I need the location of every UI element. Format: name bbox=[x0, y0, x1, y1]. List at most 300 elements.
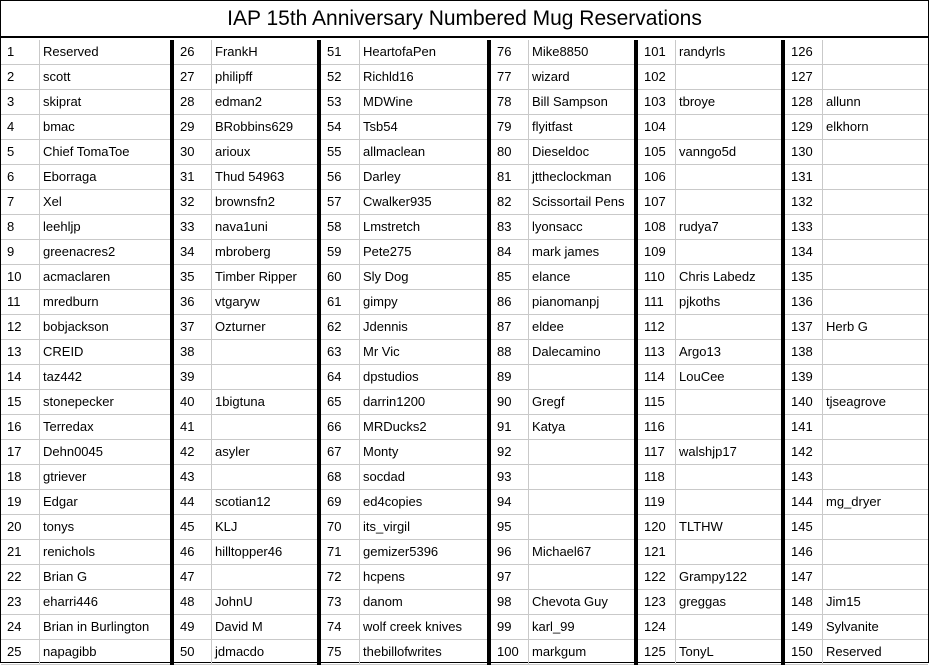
table-row bbox=[491, 90, 634, 115]
mug-number: 14 bbox=[1, 365, 40, 390]
reserver-name: Richld16 bbox=[360, 65, 487, 90]
mug-number: 76 bbox=[491, 40, 529, 65]
mug-number: 104 bbox=[638, 115, 676, 140]
table-row bbox=[174, 490, 317, 515]
table-row bbox=[1, 490, 170, 515]
reservation-column-2 bbox=[172, 40, 319, 665]
mug-number: 71 bbox=[321, 540, 360, 565]
reserver-name: gimpy bbox=[360, 290, 487, 315]
table-row bbox=[321, 590, 487, 615]
reserver-name: wizard bbox=[529, 65, 634, 90]
table-row bbox=[785, 440, 928, 465]
mug-number: 28 bbox=[174, 90, 212, 115]
mug-number: 135 bbox=[785, 265, 823, 290]
mug-number: 17 bbox=[1, 440, 40, 465]
mug-number: 116 bbox=[638, 415, 676, 440]
table-row bbox=[638, 615, 781, 640]
reserver-name: vtgaryw bbox=[212, 290, 317, 315]
reserver-name: bobjackson bbox=[40, 315, 170, 340]
table-row bbox=[785, 265, 928, 290]
reserver-name: randyrls bbox=[676, 40, 781, 65]
reserver-name: Mike8850 bbox=[529, 40, 634, 65]
table-row bbox=[321, 440, 487, 465]
mug-number: 5 bbox=[1, 140, 40, 165]
mug-number: 85 bbox=[491, 265, 529, 290]
table-row bbox=[174, 265, 317, 290]
mug-number: 138 bbox=[785, 340, 823, 365]
reserver-name: nava1uni bbox=[212, 215, 317, 240]
reserver-name: Sly Dog bbox=[360, 265, 487, 290]
reserver-name bbox=[529, 465, 634, 490]
table-row bbox=[174, 140, 317, 165]
mug-number: 130 bbox=[785, 140, 823, 165]
table-row bbox=[638, 640, 781, 665]
mug-number: 11 bbox=[1, 290, 40, 315]
reservation-column-3 bbox=[319, 40, 489, 665]
reserver-name: Brian G bbox=[40, 565, 170, 590]
table-row bbox=[638, 590, 781, 615]
reserver-name: Chief TomaToe bbox=[40, 140, 170, 165]
table-row bbox=[174, 440, 317, 465]
mug-number: 150 bbox=[785, 640, 823, 665]
reserver-name: FrankH bbox=[212, 40, 317, 65]
reserver-name: mg_dryer bbox=[823, 490, 928, 515]
table-row bbox=[321, 390, 487, 415]
table-row bbox=[321, 415, 487, 440]
mug-number: 3 bbox=[1, 90, 40, 115]
reserver-name: Timber Ripper bbox=[212, 265, 317, 290]
reserver-name bbox=[212, 340, 317, 365]
table-row bbox=[321, 140, 487, 165]
mug-number: 69 bbox=[321, 490, 360, 515]
table-row bbox=[491, 565, 634, 590]
reserver-name: Darley bbox=[360, 165, 487, 190]
mug-number: 119 bbox=[638, 490, 676, 515]
mug-number: 48 bbox=[174, 590, 212, 615]
reserver-name bbox=[212, 465, 317, 490]
mug-number: 134 bbox=[785, 240, 823, 265]
reserver-name: hcpens bbox=[360, 565, 487, 590]
table-row bbox=[1, 215, 170, 240]
mug-number: 50 bbox=[174, 640, 212, 665]
mug-number: 132 bbox=[785, 190, 823, 215]
table-row bbox=[321, 215, 487, 240]
mug-number: 29 bbox=[174, 115, 212, 140]
mug-number: 124 bbox=[638, 615, 676, 640]
reserver-name bbox=[823, 140, 928, 165]
reserver-name: Scissortail Pens bbox=[529, 190, 634, 215]
reserver-name: wolf creek knives bbox=[360, 615, 487, 640]
table-row bbox=[174, 315, 317, 340]
table-row bbox=[491, 390, 634, 415]
reserver-name: stonepecker bbox=[40, 390, 170, 415]
reserver-name bbox=[676, 240, 781, 265]
table-row bbox=[1, 440, 170, 465]
reservation-grid bbox=[1, 38, 928, 663]
table-row bbox=[1, 565, 170, 590]
table-row bbox=[1, 540, 170, 565]
table-row bbox=[638, 165, 781, 190]
table-row bbox=[1, 415, 170, 440]
reserver-name: TLTHW bbox=[676, 515, 781, 540]
reserver-name: arioux bbox=[212, 140, 317, 165]
reserver-name: pjkoths bbox=[676, 290, 781, 315]
table-row bbox=[321, 115, 487, 140]
table-row bbox=[785, 315, 928, 340]
reserver-name: Pete275 bbox=[360, 240, 487, 265]
reserver-name: BRobbins629 bbox=[212, 115, 317, 140]
table-row bbox=[638, 140, 781, 165]
mug-number: 118 bbox=[638, 465, 676, 490]
mug-number: 106 bbox=[638, 165, 676, 190]
mug-number: 4 bbox=[1, 115, 40, 140]
table-row bbox=[174, 190, 317, 215]
mug-number: 8 bbox=[1, 215, 40, 240]
reserver-name bbox=[823, 565, 928, 590]
table-row bbox=[491, 515, 634, 540]
reserver-name: KLJ bbox=[212, 515, 317, 540]
table-row bbox=[491, 315, 634, 340]
table-row bbox=[785, 90, 928, 115]
mug-number: 146 bbox=[785, 540, 823, 565]
table-row bbox=[638, 540, 781, 565]
reserver-name: Chevota Guy bbox=[529, 590, 634, 615]
mug-number: 81 bbox=[491, 165, 529, 190]
table-row bbox=[785, 490, 928, 515]
reserver-name: edman2 bbox=[212, 90, 317, 115]
mug-number: 38 bbox=[174, 340, 212, 365]
mug-number: 88 bbox=[491, 340, 529, 365]
table-row bbox=[1, 90, 170, 115]
table-row bbox=[1, 240, 170, 265]
mug-number: 97 bbox=[491, 565, 529, 590]
table-row bbox=[1, 590, 170, 615]
reserver-name bbox=[529, 515, 634, 540]
table-row bbox=[1, 365, 170, 390]
reserver-name: Xel bbox=[40, 190, 170, 215]
reserver-name: skiprat bbox=[40, 90, 170, 115]
reserver-name: Bill Sampson bbox=[529, 90, 634, 115]
table-row bbox=[321, 190, 487, 215]
table-row bbox=[785, 390, 928, 415]
reserver-name: eldee bbox=[529, 315, 634, 340]
reserver-name: flyitfast bbox=[529, 115, 634, 140]
mug-number: 80 bbox=[491, 140, 529, 165]
mug-number: 15 bbox=[1, 390, 40, 415]
mug-number: 101 bbox=[638, 40, 676, 65]
mug-number: 53 bbox=[321, 90, 360, 115]
reserver-name: greenacres2 bbox=[40, 240, 170, 265]
table-row bbox=[321, 265, 487, 290]
mug-number: 70 bbox=[321, 515, 360, 540]
reserver-name: Thud 54963 bbox=[212, 165, 317, 190]
table-row bbox=[638, 40, 781, 65]
reserver-name: Dalecamino bbox=[529, 340, 634, 365]
reserver-name: Katya bbox=[529, 415, 634, 440]
mug-number: 98 bbox=[491, 590, 529, 615]
reserver-name: darrin1200 bbox=[360, 390, 487, 415]
mug-number: 6 bbox=[1, 165, 40, 190]
mug-number: 123 bbox=[638, 590, 676, 615]
reserver-name: karl_99 bbox=[529, 615, 634, 640]
reserver-name: mbroberg bbox=[212, 240, 317, 265]
reserver-name bbox=[823, 415, 928, 440]
mug-number: 56 bbox=[321, 165, 360, 190]
mug-number: 95 bbox=[491, 515, 529, 540]
table-row bbox=[785, 565, 928, 590]
mug-number: 102 bbox=[638, 65, 676, 90]
reserver-name: Grampy122 bbox=[676, 565, 781, 590]
table-row bbox=[174, 365, 317, 390]
reserver-name bbox=[823, 40, 928, 65]
reserver-name bbox=[676, 315, 781, 340]
mug-number: 75 bbox=[321, 640, 360, 665]
mug-number: 31 bbox=[174, 165, 212, 190]
mug-number: 87 bbox=[491, 315, 529, 340]
table-row bbox=[638, 465, 781, 490]
table-row bbox=[491, 415, 634, 440]
table-row bbox=[321, 365, 487, 390]
reserver-name: Michael67 bbox=[529, 540, 634, 565]
reserver-name bbox=[676, 165, 781, 190]
table-row bbox=[491, 365, 634, 390]
reserver-name bbox=[212, 365, 317, 390]
table-row bbox=[174, 565, 317, 590]
table-row bbox=[491, 190, 634, 215]
mug-number: 129 bbox=[785, 115, 823, 140]
table-row bbox=[491, 465, 634, 490]
mug-number: 64 bbox=[321, 365, 360, 390]
reserver-name: Lmstretch bbox=[360, 215, 487, 240]
mug-number: 34 bbox=[174, 240, 212, 265]
mug-number: 141 bbox=[785, 415, 823, 440]
reserver-name: Jim15 bbox=[823, 590, 928, 615]
mug-number: 65 bbox=[321, 390, 360, 415]
reserver-name: tjseagrove bbox=[823, 390, 928, 415]
table-row bbox=[1, 290, 170, 315]
reserver-name: thebillofwrites bbox=[360, 640, 487, 665]
mug-number: 16 bbox=[1, 415, 40, 440]
mug-number: 121 bbox=[638, 540, 676, 565]
table-row bbox=[785, 65, 928, 90]
table-row bbox=[491, 265, 634, 290]
table-row bbox=[785, 515, 928, 540]
mug-number: 12 bbox=[1, 315, 40, 340]
table-row bbox=[638, 340, 781, 365]
reserver-name bbox=[823, 265, 928, 290]
mug-number: 32 bbox=[174, 190, 212, 215]
mug-number: 90 bbox=[491, 390, 529, 415]
reserver-name: taz442 bbox=[40, 365, 170, 390]
mug-number: 143 bbox=[785, 465, 823, 490]
reserver-name: bmac bbox=[40, 115, 170, 140]
table-row bbox=[174, 390, 317, 415]
table-row bbox=[638, 215, 781, 240]
reserver-name: walshjp17 bbox=[676, 440, 781, 465]
mug-number: 36 bbox=[174, 290, 212, 315]
reserver-name: Sylvanite bbox=[823, 615, 928, 640]
table-row bbox=[174, 115, 317, 140]
mug-number: 111 bbox=[638, 290, 676, 315]
reserver-name: philipff bbox=[212, 65, 317, 90]
table-row bbox=[638, 65, 781, 90]
mug-number: 66 bbox=[321, 415, 360, 440]
table-row bbox=[174, 340, 317, 365]
mug-number: 131 bbox=[785, 165, 823, 190]
table-row bbox=[785, 40, 928, 65]
mug-number: 73 bbox=[321, 590, 360, 615]
mug-number: 82 bbox=[491, 190, 529, 215]
mug-number: 55 bbox=[321, 140, 360, 165]
reserver-name: tbroye bbox=[676, 90, 781, 115]
table-row bbox=[1, 65, 170, 90]
mug-number: 19 bbox=[1, 490, 40, 515]
reserver-name: scott bbox=[40, 65, 170, 90]
table-row bbox=[785, 165, 928, 190]
table-row bbox=[638, 115, 781, 140]
table-row bbox=[785, 215, 928, 240]
table-row bbox=[321, 240, 487, 265]
mug-number: 35 bbox=[174, 265, 212, 290]
table-row bbox=[321, 340, 487, 365]
mug-number: 13 bbox=[1, 340, 40, 365]
table-row bbox=[321, 465, 487, 490]
table-row bbox=[321, 565, 487, 590]
table-row bbox=[174, 40, 317, 65]
mug-number: 105 bbox=[638, 140, 676, 165]
reserver-name: Mr Vic bbox=[360, 340, 487, 365]
table-row bbox=[785, 590, 928, 615]
mug-number: 107 bbox=[638, 190, 676, 215]
reserver-name bbox=[823, 540, 928, 565]
table-row bbox=[321, 515, 487, 540]
table-row bbox=[491, 590, 634, 615]
mug-number: 78 bbox=[491, 90, 529, 115]
table-row bbox=[491, 490, 634, 515]
table-row bbox=[785, 615, 928, 640]
table-row bbox=[491, 40, 634, 65]
mug-number: 94 bbox=[491, 490, 529, 515]
table-row bbox=[321, 40, 487, 65]
mug-number: 61 bbox=[321, 290, 360, 315]
reserver-name: Edgar bbox=[40, 490, 170, 515]
table-row bbox=[174, 540, 317, 565]
table-row bbox=[638, 390, 781, 415]
table-row bbox=[491, 440, 634, 465]
table-row bbox=[638, 315, 781, 340]
table-row bbox=[1, 640, 170, 665]
reserver-name bbox=[676, 540, 781, 565]
mug-number: 133 bbox=[785, 215, 823, 240]
table-row bbox=[785, 365, 928, 390]
reserver-name: Gregf bbox=[529, 390, 634, 415]
mug-number: 58 bbox=[321, 215, 360, 240]
reserver-name: David M bbox=[212, 615, 317, 640]
mug-number: 79 bbox=[491, 115, 529, 140]
reserver-name bbox=[529, 565, 634, 590]
table-row bbox=[321, 65, 487, 90]
mug-number: 120 bbox=[638, 515, 676, 540]
mug-number: 43 bbox=[174, 465, 212, 490]
reserver-name: Cwalker935 bbox=[360, 190, 487, 215]
table-row bbox=[321, 165, 487, 190]
table-row bbox=[174, 640, 317, 665]
mug-number: 30 bbox=[174, 140, 212, 165]
reserver-name: Chris Labedz bbox=[676, 265, 781, 290]
reserver-name: Eborraga bbox=[40, 165, 170, 190]
mug-number: 10 bbox=[1, 265, 40, 290]
table-row bbox=[1, 265, 170, 290]
reserver-name: allunn bbox=[823, 90, 928, 115]
reserver-name bbox=[676, 490, 781, 515]
mug-number: 92 bbox=[491, 440, 529, 465]
mug-number: 96 bbox=[491, 540, 529, 565]
mug-number: 93 bbox=[491, 465, 529, 490]
mug-number: 137 bbox=[785, 315, 823, 340]
table-row bbox=[638, 565, 781, 590]
reserver-name: hilltopper46 bbox=[212, 540, 317, 565]
table-row bbox=[321, 290, 487, 315]
mug-number: 108 bbox=[638, 215, 676, 240]
mug-number: 24 bbox=[1, 615, 40, 640]
table-row bbox=[1, 315, 170, 340]
reserver-name: rudya7 bbox=[676, 215, 781, 240]
table-row bbox=[491, 615, 634, 640]
reserver-name: eharri446 bbox=[40, 590, 170, 615]
reserver-name: brownsfn2 bbox=[212, 190, 317, 215]
table-row bbox=[638, 190, 781, 215]
reserver-name: lyonsacc bbox=[529, 215, 634, 240]
reserver-name bbox=[823, 365, 928, 390]
table-row bbox=[491, 240, 634, 265]
reserver-name: Argo13 bbox=[676, 340, 781, 365]
table-row bbox=[785, 340, 928, 365]
mug-number: 113 bbox=[638, 340, 676, 365]
table-row bbox=[174, 590, 317, 615]
table-row bbox=[174, 165, 317, 190]
mug-number: 25 bbox=[1, 640, 40, 665]
reserver-name bbox=[823, 215, 928, 240]
reserver-name: TonyL bbox=[676, 640, 781, 665]
reserver-name: ed4copies bbox=[360, 490, 487, 515]
table-row bbox=[321, 490, 487, 515]
mug-number: 110 bbox=[638, 265, 676, 290]
reserver-name: Tsb54 bbox=[360, 115, 487, 140]
mug-number: 77 bbox=[491, 65, 529, 90]
table-row bbox=[491, 215, 634, 240]
mug-number: 125 bbox=[638, 640, 676, 665]
reserver-name bbox=[676, 415, 781, 440]
reserver-name bbox=[676, 65, 781, 90]
reserver-name bbox=[823, 190, 928, 215]
table-row bbox=[174, 465, 317, 490]
table-row bbox=[1, 515, 170, 540]
mug-number: 49 bbox=[174, 615, 212, 640]
reserver-name: jdmacdo bbox=[212, 640, 317, 665]
reserver-name: its_virgil bbox=[360, 515, 487, 540]
mug-number: 2 bbox=[1, 65, 40, 90]
table-row bbox=[1, 390, 170, 415]
table-row bbox=[1, 190, 170, 215]
table-row bbox=[1, 140, 170, 165]
reserver-name bbox=[823, 165, 928, 190]
reserver-name bbox=[823, 65, 928, 90]
table-row bbox=[491, 640, 634, 665]
mug-number: 142 bbox=[785, 440, 823, 465]
mug-number: 112 bbox=[638, 315, 676, 340]
reserver-name bbox=[529, 365, 634, 390]
mug-number: 100 bbox=[491, 640, 529, 665]
